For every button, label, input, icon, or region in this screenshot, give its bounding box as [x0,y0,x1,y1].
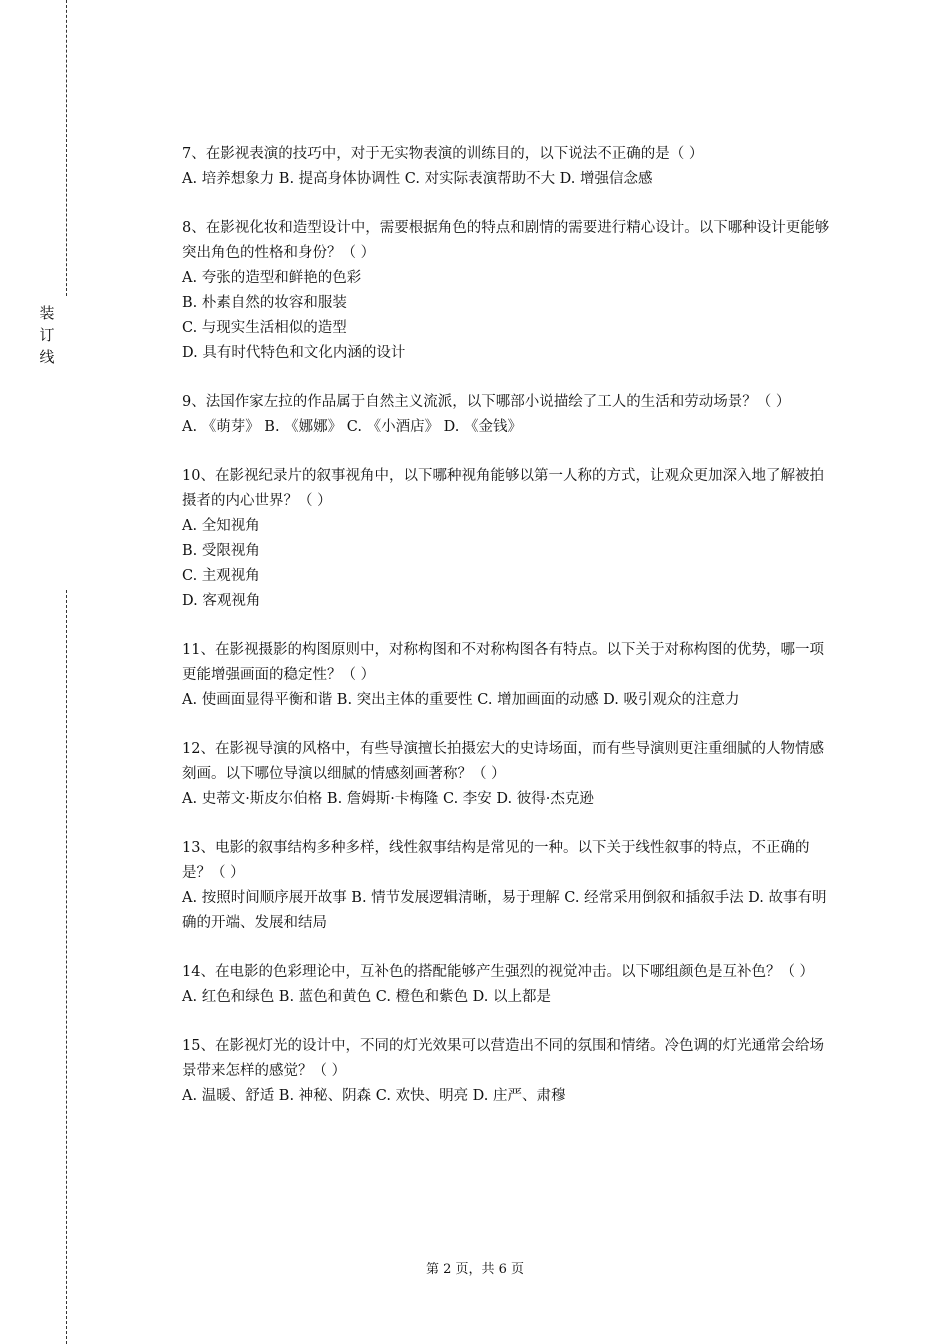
option-d: D. 具有时代特色和文化内涵的设计 [182,345,406,361]
option-a: A. 全知视角 [182,518,260,534]
question-11 [182,638,837,713]
option-a: A. 夸张的造型和鲜艳的色彩 [182,270,362,286]
question-stem: 7、在影视表演的技巧中，对于无实物表演的训练目的，以下说法不正确的是（ ） [182,146,704,162]
question-options: A. 温暖、舒适 B. 神秘、阴森 C. 欢快、明亮 D. 庄严、肃穆 [182,1088,566,1104]
question-options: A. 红色和绿色 B. 蓝色和黄色 C. 橙色和紫色 D. 以上都是 [182,989,552,1005]
question-10 [182,464,837,614]
question-options: A. 《萌芽》 B. 《娜娜》 C. 《小酒店》 D. 《金钱》 [182,419,523,435]
question-12 [182,737,837,812]
question-options: A. 史蒂文·斯皮尔伯格 B. 詹姆斯·卡梅隆 C. 李安 D. 彼得·杰克逊 [182,791,594,807]
option-b: B. 朴素自然的妆容和服装 [182,295,347,311]
question-stem: 12、在影视导演的风格中，有些导演擅长拍摄宏大的史诗场面，而有些导演则更注重细腻的人物情感刻画。以下哪位导演以细腻的情感刻画著称？（ ） [182,741,824,782]
question-stem: 8、在影视化妆和造型设计中，需要根据角色的特点和剧情的需要进行精心设计。以下哪种设计更能够突出角色的性格和身份？（ ） [182,220,830,261]
question-15 [182,1034,837,1109]
option-d: D. 客观视角 [182,593,261,609]
question-options: A. 使画面显得平衡和谐 B. 突出主体的重要性 C. 增加画面的动感 D. 吸引观众的注意力 [182,692,740,708]
binding-label: 装订线 [39,304,55,366]
question-options: A. 按照时间顺序展开故事 B. 情节发展逻辑清晰，易于理解 C. 经常采用倒叙和插叙手法 D. 故事有明确的开端、发展和结局 [182,890,827,931]
binding-line-bottom [66,590,67,1344]
question-14 [182,960,837,1010]
question-list [182,142,837,1133]
binding-line-top [66,0,67,296]
question-stem: 15、在影视灯光的设计中，不同的灯光效果可以营造出不同的氛围和情绪。冷色调的灯光通常会给场景带来怎样的感觉？（ ） [182,1038,824,1079]
question-9 [182,390,837,440]
question-stem: 11、在影视摄影的构图原则中，对称构图和不对称构图各有特点。以下关于对称构图的优势，哪一项更能增强画面的稳定性？（ ） [182,642,824,683]
option-b: B. 受限视角 [182,543,260,559]
question-stem: 14、在电影的色彩理论中，互补色的搭配能够产生强烈的视觉冲击。以下哪组颜色是互补色？（ ） [182,964,815,980]
question-stem: 9、法国作家左拉的作品属于自然主义流派，以下哪部小说描绘了工人的生活和劳动场景？（ ） [182,394,791,410]
question-stem: 10、在影视纪录片的叙事视角中，以下哪种视角能够以第一人称的方式，让观众更加深入地了解被拍摄者的内心世界？（ ） [182,468,824,509]
question-options: A. 培养想象力 B. 提高身体协调性 C. 对实际表演帮助不大 D. 增强信念感 [182,171,653,187]
page-number: 第 2 页，共 6 页 [425,1262,525,1277]
question-7 [182,142,837,192]
question-13 [182,836,837,936]
question-8 [182,216,837,366]
option-c: C. 主观视角 [182,568,260,584]
question-stem: 13、电影的叙事结构多种多样，线性叙事结构是常见的一种。以下关于线性叙事的特点，不正确的是？（ ） [182,840,810,881]
option-c: C. 与现实生活相似的造型 [182,320,347,336]
